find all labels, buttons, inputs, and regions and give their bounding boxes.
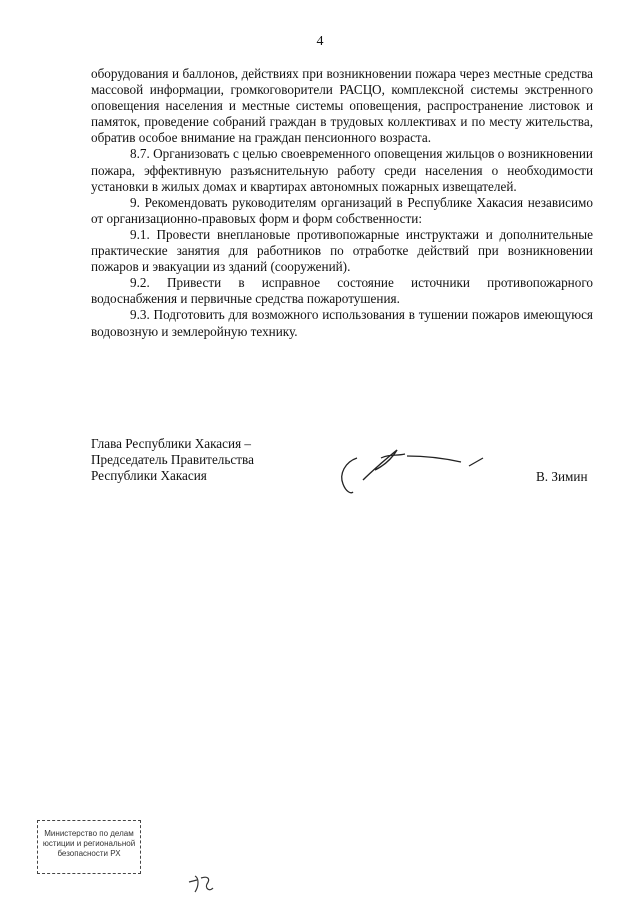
body-text xyxy=(91,66,593,340)
stamp-line: безопасности РХ xyxy=(57,849,121,858)
handwritten-mark xyxy=(185,868,225,900)
stamp-line: Министерство по делам xyxy=(44,829,134,838)
stamp-line: юстиции и региональной xyxy=(42,839,136,848)
paragraph-9: 9. Рекомендовать руководителям организаций в Республике Хакасия независимо от организационно-правовых форм и форм собственности: xyxy=(91,194,593,226)
paragraph-9-3: 9.3. Подготовить для возможного использования в тушении пожаров имеющуюся водовозную и землеройную технику. xyxy=(91,307,593,339)
paragraph-8-7: 8.7. Организовать с целью своевременного оповещения жильцов о возникновении пожара, эффективную разъяснительную работу среди населения о необходимости установки в жилых домах и квартирах автономных пожарных извещателей. xyxy=(91,146,593,194)
signatory-title-line: Глава Республики Хакасия – xyxy=(91,436,252,451)
signatory-title-line: Республики Хакасия xyxy=(91,468,207,483)
signer-name: В. Зимин xyxy=(536,469,588,484)
signatory-title xyxy=(91,436,331,484)
registration-stamp xyxy=(37,820,141,874)
page-number: 4 xyxy=(316,34,324,49)
paragraph-9-1: 9.1. Провести внеплановые противопожарные инструктажи и дополнительные практические занятия для работников по отработке действий при возникновении пожаров и эвакуации из зданий (сооружений). xyxy=(91,226,593,275)
signatory-title-line: Председатель Правительства xyxy=(91,452,254,467)
paragraph: оборудования и баллонов, действиях при возникновении пожара через местные средства массовой информации, громкоговорители РАСЦО, комплексной системы экстренного оповещения населения и местные системы оповещения, распространение листовок и памяток, проведение собраний граждан в трудовых коллективах и по месту жительства, обратив особое внимание на граждан пенсионного возраста. xyxy=(91,66,593,146)
handwritten-signature xyxy=(335,436,495,506)
paragraph-9-2: 9.2. Привести в исправное состояние источники противопожарного водоснабжения и первичные средства пожаротушения. xyxy=(91,275,593,307)
